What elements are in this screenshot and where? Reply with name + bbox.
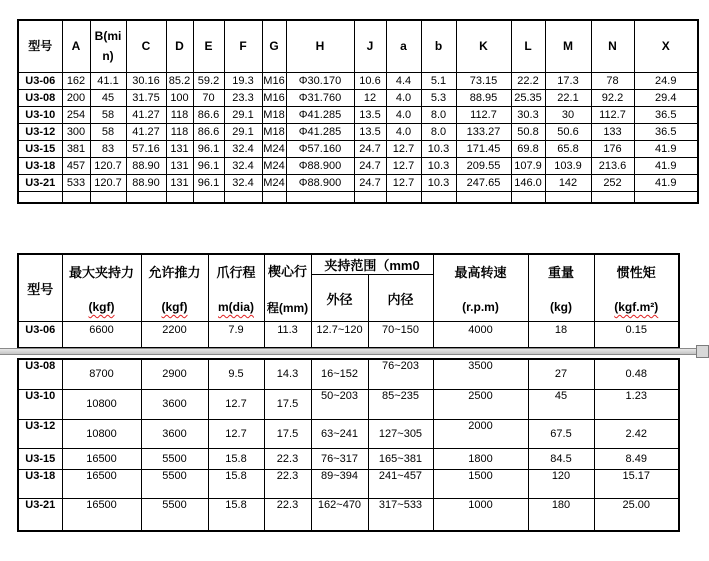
value-cell[interactable]: 65.8 — [545, 140, 591, 157]
value-cell[interactable]: 131 — [166, 157, 193, 174]
model-cell[interactable]: U3-15 — [18, 448, 62, 469]
header-max-clamp-force[interactable] — [62, 254, 141, 322]
empty-cell[interactable] — [193, 191, 224, 203]
column-header-f[interactable]: F — [224, 20, 262, 72]
header-allowable-thrust[interactable] — [141, 254, 208, 322]
value-cell[interactable]: 6600 — [62, 322, 141, 348]
value-cell[interactable]: 30.3 — [511, 106, 545, 123]
specs-table-upper — [17, 253, 680, 349]
model-cell[interactable]: U3-12 — [18, 419, 62, 448]
value-cell[interactable]: 1800 — [433, 448, 528, 469]
value-cell[interactable]: 131 — [166, 140, 193, 157]
value-cell[interactable]: 12.7~120 — [311, 322, 368, 348]
value-cell[interactable]: 96.1 — [193, 157, 224, 174]
value-cell[interactable]: 18 — [528, 322, 594, 348]
value-cell[interactable]: 17.5 — [264, 419, 311, 448]
value-cell[interactable]: 200 — [62, 89, 90, 106]
value-cell[interactable]: 36.5 — [634, 106, 698, 123]
value-cell[interactable]: 57.16 — [126, 140, 166, 157]
value-cell[interactable]: Φ30.170 — [286, 72, 354, 89]
table-row — [18, 359, 679, 389]
value-cell[interactable]: 22.3 — [264, 448, 311, 469]
value-cell[interactable]: 0.48 — [594, 359, 679, 389]
value-cell[interactable]: 4000 — [433, 322, 528, 348]
value-cell[interactable]: 19.3 — [224, 72, 262, 89]
value-cell[interactable]: 241~457 — [368, 469, 433, 498]
value-cell[interactable]: 32.4 — [224, 140, 262, 157]
table-row — [18, 448, 679, 469]
value-cell[interactable]: 100 — [166, 89, 193, 106]
table-row — [18, 174, 698, 191]
value-cell[interactable]: 533 — [62, 174, 90, 191]
value-cell[interactable]: 27 — [528, 359, 594, 389]
model-cell[interactable]: U3-21 — [18, 174, 62, 191]
header-max-speed-unit: (r.p.m) — [462, 300, 499, 314]
value-cell[interactable]: 41.27 — [126, 123, 166, 140]
value-cell[interactable]: 29.1 — [224, 123, 262, 140]
empty-cell[interactable] — [456, 191, 511, 203]
value-cell[interactable]: 112.7 — [591, 106, 634, 123]
value-cell[interactable]: 17.5 — [264, 389, 311, 419]
empty-cell[interactable] — [90, 191, 126, 203]
value-cell[interactable]: 59.2 — [193, 72, 224, 89]
value-cell[interactable]: 50.8 — [511, 123, 545, 140]
value-cell[interactable]: 16~152 — [311, 359, 368, 389]
value-cell[interactable]: 15.17 — [594, 469, 679, 498]
value-cell[interactable]: 12.7 — [208, 419, 264, 448]
value-cell[interactable]: 85.2 — [166, 72, 193, 89]
value-cell[interactable]: 89~394 — [311, 469, 368, 498]
value-cell[interactable]: 2900 — [141, 359, 208, 389]
header-wedge-stroke[interactable] — [264, 254, 311, 322]
column-header-n[interactable]: N — [591, 20, 634, 72]
header-weight[interactable] — [528, 254, 594, 322]
empty-row — [18, 191, 698, 203]
value-cell[interactable]: 457 — [62, 157, 90, 174]
value-cell[interactable]: 12.7 — [386, 174, 421, 191]
header-max-clamp-force-label: 最大夹持力 — [68, 265, 134, 280]
value-cell[interactable]: 45 — [90, 89, 126, 106]
model-cell[interactable]: U3-12 — [18, 123, 62, 140]
column-header-lowercase-b[interactable]: b — [421, 20, 456, 72]
value-cell[interactable]: 86.6 — [193, 106, 224, 123]
empty-cell[interactable] — [386, 191, 421, 203]
empty-cell[interactable] — [511, 191, 545, 203]
empty-cell[interactable] — [166, 191, 193, 203]
value-cell[interactable]: 70~150 — [368, 322, 433, 348]
value-cell[interactable]: 36.5 — [634, 123, 698, 140]
value-cell[interactable]: M16 — [262, 72, 286, 89]
empty-cell[interactable] — [126, 191, 166, 203]
value-cell[interactable]: 96.1 — [193, 174, 224, 191]
value-cell[interactable]: 22.1 — [545, 89, 591, 106]
header-weight-label: 重量 — [548, 265, 575, 280]
value-cell[interactable]: 15.8 — [208, 448, 264, 469]
column-header-d[interactable]: D — [166, 20, 193, 72]
value-cell[interactable]: 4.0 — [386, 123, 421, 140]
value-cell[interactable]: 254 — [62, 106, 90, 123]
value-cell[interactable]: 209.55 — [456, 157, 511, 174]
value-cell[interactable]: 252 — [591, 174, 634, 191]
value-cell[interactable]: 16500 — [62, 469, 141, 498]
value-cell[interactable]: M24 — [262, 174, 286, 191]
value-cell[interactable]: 180 — [528, 498, 594, 531]
value-cell[interactable]: 76~317 — [311, 448, 368, 469]
value-cell[interactable]: 12 — [354, 89, 386, 106]
header-wedge-stroke-unit: 程(mm) — [266, 300, 309, 315]
value-cell[interactable]: 162 — [62, 72, 90, 89]
header-allowable-thrust-unit: (kgf) — [161, 300, 188, 314]
column-header-e[interactable]: E — [193, 20, 224, 72]
pane-split-bar[interactable] — [0, 348, 709, 355]
model-cell[interactable]: U3-06 — [18, 322, 62, 348]
value-cell[interactable]: 41.9 — [634, 174, 698, 191]
empty-cell[interactable] — [286, 191, 354, 203]
value-cell[interactable]: 41.9 — [634, 157, 698, 174]
value-cell[interactable]: 103.9 — [545, 157, 591, 174]
value-cell[interactable]: 146.0 — [511, 174, 545, 191]
value-cell[interactable]: 131 — [166, 174, 193, 191]
value-cell[interactable]: 142 — [545, 174, 591, 191]
value-cell[interactable]: 23.3 — [224, 89, 262, 106]
value-cell[interactable]: 118 — [166, 123, 193, 140]
value-cell[interactable]: 2.42 — [594, 419, 679, 448]
value-cell[interactable]: 1.23 — [594, 389, 679, 419]
value-cell[interactable]: 69.8 — [511, 140, 545, 157]
column-header-bmin[interactable]: B(min) — [90, 20, 126, 72]
value-cell[interactable]: 29.1 — [224, 106, 262, 123]
value-cell[interactable]: Φ41.285 — [286, 123, 354, 140]
table-row — [18, 123, 698, 140]
column-header-m[interactable]: M — [545, 20, 591, 72]
value-cell[interactable]: 83 — [90, 140, 126, 157]
value-cell[interactable]: 12.7 — [386, 157, 421, 174]
header-jaw-stroke-unit: m(dia) — [218, 300, 254, 314]
model-cell[interactable]: U3-18 — [18, 157, 62, 174]
column-header-h[interactable]: H — [286, 20, 354, 72]
value-cell[interactable]: 2200 — [141, 322, 208, 348]
value-cell[interactable]: 84.5 — [528, 448, 594, 469]
table-row — [18, 419, 679, 448]
value-cell[interactable]: 14.3 — [264, 359, 311, 389]
value-cell[interactable]: 24.7 — [354, 174, 386, 191]
value-cell[interactable]: 22.3 — [264, 498, 311, 531]
value-cell[interactable]: 112.7 — [456, 106, 511, 123]
model-cell[interactable]: U3-06 — [18, 72, 62, 89]
value-cell[interactable]: 30 — [545, 106, 591, 123]
value-cell[interactable]: 162~470 — [311, 498, 368, 531]
table-row — [18, 157, 698, 174]
value-cell[interactable]: 1500 — [433, 469, 528, 498]
value-cell[interactable]: 76~203 — [368, 359, 433, 389]
value-cell[interactable]: 10.3 — [421, 157, 456, 174]
value-cell[interactable]: 32.4 — [224, 174, 262, 191]
value-cell[interactable]: 11.3 — [264, 322, 311, 348]
value-cell[interactable]: 15.8 — [208, 498, 264, 531]
header-max-speed-label: 最高转速 — [454, 265, 507, 280]
header-weight-unit: (kg) — [550, 300, 573, 314]
value-cell[interactable]: 10.6 — [354, 72, 386, 89]
value-cell[interactable]: 50.6 — [545, 123, 591, 140]
empty-cell[interactable] — [354, 191, 386, 203]
empty-cell[interactable] — [18, 191, 62, 203]
value-cell[interactable]: 5500 — [141, 498, 208, 531]
value-cell[interactable]: 31.75 — [126, 89, 166, 106]
value-cell[interactable]: 88.90 — [126, 157, 166, 174]
pane-split-handle-icon[interactable] — [696, 345, 709, 358]
value-cell[interactable]: 3600 — [141, 389, 208, 419]
header-wedge-stroke-label: 楔心行 — [267, 263, 307, 279]
column-header-g[interactable]: G — [262, 20, 286, 72]
value-cell[interactable]: 120.7 — [90, 174, 126, 191]
value-cell[interactable]: 176 — [591, 140, 634, 157]
header-clamp-range-group[interactable]: 夹持范围（mm0 — [311, 254, 433, 275]
column-header-x[interactable]: X — [634, 20, 698, 72]
header-inertia-unit: (kgf.m²) — [614, 300, 659, 314]
value-cell[interactable]: 133.27 — [456, 123, 511, 140]
value-cell[interactable]: 96.1 — [193, 140, 224, 157]
value-cell[interactable]: 63~241 — [311, 419, 368, 448]
model-cell[interactable]: U3-18 — [18, 469, 62, 498]
value-cell[interactable]: 127~305 — [368, 419, 433, 448]
column-header-c[interactable]: C — [126, 20, 166, 72]
value-cell[interactable]: 73.15 — [456, 72, 511, 89]
value-cell[interactable]: 0.15 — [594, 322, 679, 348]
value-cell[interactable]: 317~533 — [368, 498, 433, 531]
dimensions-table — [17, 19, 699, 204]
empty-cell[interactable] — [545, 191, 591, 203]
model-cell[interactable]: U3-21 — [18, 498, 62, 531]
value-cell[interactable]: M24 — [262, 140, 286, 157]
value-cell[interactable]: 88.90 — [126, 174, 166, 191]
specs-header-row-1 — [18, 254, 679, 275]
header-max-clamp-force-unit: (kgf) — [88, 300, 115, 314]
value-cell[interactable]: Φ57.160 — [286, 140, 354, 157]
value-cell[interactable]: 1000 — [433, 498, 528, 531]
value-cell[interactable]: 5500 — [141, 469, 208, 498]
value-cell[interactable]: Φ31.760 — [286, 89, 354, 106]
model-cell[interactable]: U3-08 — [18, 359, 62, 389]
header-outer-diameter[interactable]: 外径 — [311, 275, 368, 322]
value-cell[interactable]: M16 — [262, 89, 286, 106]
table-row — [18, 89, 698, 106]
value-cell[interactable]: 10800 — [62, 419, 141, 448]
value-cell[interactable]: 381 — [62, 140, 90, 157]
value-cell[interactable]: 29.4 — [634, 89, 698, 106]
value-cell[interactable]: 120 — [528, 469, 594, 498]
column-header-j[interactable]: J — [354, 20, 386, 72]
value-cell[interactable]: 92.2 — [591, 89, 634, 106]
table-row — [18, 106, 698, 123]
value-cell[interactable]: 24.7 — [354, 157, 386, 174]
value-cell[interactable]: 24.9 — [634, 72, 698, 89]
value-cell[interactable]: 50~203 — [311, 389, 368, 419]
value-cell[interactable]: 300 — [62, 123, 90, 140]
model-cell[interactable]: U3-10 — [18, 106, 62, 123]
value-cell[interactable]: 8.0 — [421, 106, 456, 123]
value-cell[interactable]: 3600 — [141, 419, 208, 448]
value-cell[interactable]: 2500 — [433, 389, 528, 419]
value-cell[interactable]: 78 — [591, 72, 634, 89]
value-cell[interactable]: Φ41.285 — [286, 106, 354, 123]
value-cell[interactable]: 10.3 — [421, 140, 456, 157]
model-cell[interactable]: U3-10 — [18, 389, 62, 419]
table-row — [18, 72, 698, 89]
header-allowable-thrust-label: 允许推力 — [148, 265, 201, 280]
value-cell[interactable]: 247.65 — [456, 174, 511, 191]
empty-cell[interactable] — [421, 191, 456, 203]
value-cell[interactable]: 30.16 — [126, 72, 166, 89]
value-cell[interactable]: 22.3 — [264, 469, 311, 498]
column-header-lowercase-a[interactable]: a — [386, 20, 421, 72]
value-cell[interactable]: 4.0 — [386, 89, 421, 106]
value-cell[interactable]: 45 — [528, 389, 594, 419]
dimensions-header-row — [18, 20, 698, 72]
table-row — [18, 498, 679, 531]
value-cell[interactable]: 22.2 — [511, 72, 545, 89]
value-cell[interactable]: 16500 — [62, 498, 141, 531]
model-cell[interactable]: U3-08 — [18, 89, 62, 106]
value-cell[interactable]: 4.0 — [386, 106, 421, 123]
value-cell[interactable]: 41.9 — [634, 140, 698, 157]
header-inertia-label: 惯性矩 — [616, 265, 656, 280]
value-cell[interactable]: 5.3 — [421, 89, 456, 106]
value-cell[interactable]: 5500 — [141, 448, 208, 469]
value-cell[interactable]: 8.0 — [421, 123, 456, 140]
value-cell[interactable]: 58 — [90, 123, 126, 140]
value-cell[interactable]: 171.45 — [456, 140, 511, 157]
value-cell[interactable]: 12.7 — [386, 140, 421, 157]
header-jaw-stroke-label: 爪行程 — [216, 265, 256, 280]
table-row — [18, 469, 679, 498]
value-cell[interactable]: 13.5 — [354, 123, 386, 140]
empty-cell[interactable] — [634, 191, 698, 203]
value-cell[interactable]: 41.1 — [90, 72, 126, 89]
specs-table-lower — [17, 358, 680, 532]
value-cell[interactable]: 2000 — [433, 419, 528, 448]
value-cell[interactable]: 25.35 — [511, 89, 545, 106]
value-cell[interactable]: 13.5 — [354, 106, 386, 123]
table-row — [18, 389, 679, 419]
header-inertia[interactable] — [594, 254, 679, 322]
value-cell[interactable]: M18 — [262, 106, 286, 123]
value-cell[interactable]: 32.4 — [224, 157, 262, 174]
value-cell[interactable]: 85~235 — [368, 389, 433, 419]
value-cell[interactable]: 67.5 — [528, 419, 594, 448]
value-cell[interactable]: 7.9 — [208, 322, 264, 348]
column-header-a[interactable]: A — [62, 20, 90, 72]
value-cell[interactable]: 5.1 — [421, 72, 456, 89]
header-max-speed[interactable] — [433, 254, 528, 322]
value-cell[interactable]: Φ88.900 — [286, 174, 354, 191]
value-cell[interactable]: 58 — [90, 106, 126, 123]
empty-cell[interactable] — [262, 191, 286, 203]
column-header-k[interactable]: K — [456, 20, 511, 72]
value-cell[interactable]: 4.4 — [386, 72, 421, 89]
value-cell[interactable]: 15.8 — [208, 469, 264, 498]
value-cell[interactable]: 88.95 — [456, 89, 511, 106]
model-cell[interactable]: U3-15 — [18, 140, 62, 157]
value-cell[interactable]: 120.7 — [90, 157, 126, 174]
value-cell[interactable]: Φ88.900 — [286, 157, 354, 174]
value-cell[interactable]: 133 — [591, 123, 634, 140]
value-cell[interactable]: M24 — [262, 157, 286, 174]
value-cell[interactable]: 165~381 — [368, 448, 433, 469]
empty-cell[interactable] — [62, 191, 90, 203]
value-cell[interactable]: 17.3 — [545, 72, 591, 89]
value-cell[interactable]: 10.3 — [421, 174, 456, 191]
value-cell[interactable]: 3500 — [433, 359, 528, 389]
empty-cell[interactable] — [224, 191, 262, 203]
table-row — [18, 322, 679, 348]
value-cell[interactable]: 86.6 — [193, 123, 224, 140]
column-header-model[interactable]: 型号 — [18, 20, 62, 72]
value-cell[interactable]: 9.5 — [208, 359, 264, 389]
value-cell[interactable]: 16500 — [62, 448, 141, 469]
value-cell[interactable]: 118 — [166, 106, 193, 123]
header-model[interactable]: 型号 — [18, 254, 62, 322]
column-header-l[interactable]: L — [511, 20, 545, 72]
value-cell[interactable]: 8700 — [62, 359, 141, 389]
table-row — [18, 140, 698, 157]
value-cell[interactable]: 107.9 — [511, 157, 545, 174]
value-cell[interactable]: 70 — [193, 89, 224, 106]
value-cell[interactable]: 24.7 — [354, 140, 386, 157]
value-cell[interactable]: 12.7 — [208, 389, 264, 419]
value-cell[interactable]: 25.00 — [594, 498, 679, 531]
header-inner-diameter[interactable]: 内径 — [368, 275, 433, 322]
empty-cell[interactable] — [591, 191, 634, 203]
value-cell[interactable]: 8.49 — [594, 448, 679, 469]
value-cell[interactable]: M18 — [262, 123, 286, 140]
header-jaw-stroke[interactable] — [208, 254, 264, 322]
value-cell[interactable]: 213.6 — [591, 157, 634, 174]
value-cell[interactable]: 10800 — [62, 389, 141, 419]
value-cell[interactable]: 41.27 — [126, 106, 166, 123]
